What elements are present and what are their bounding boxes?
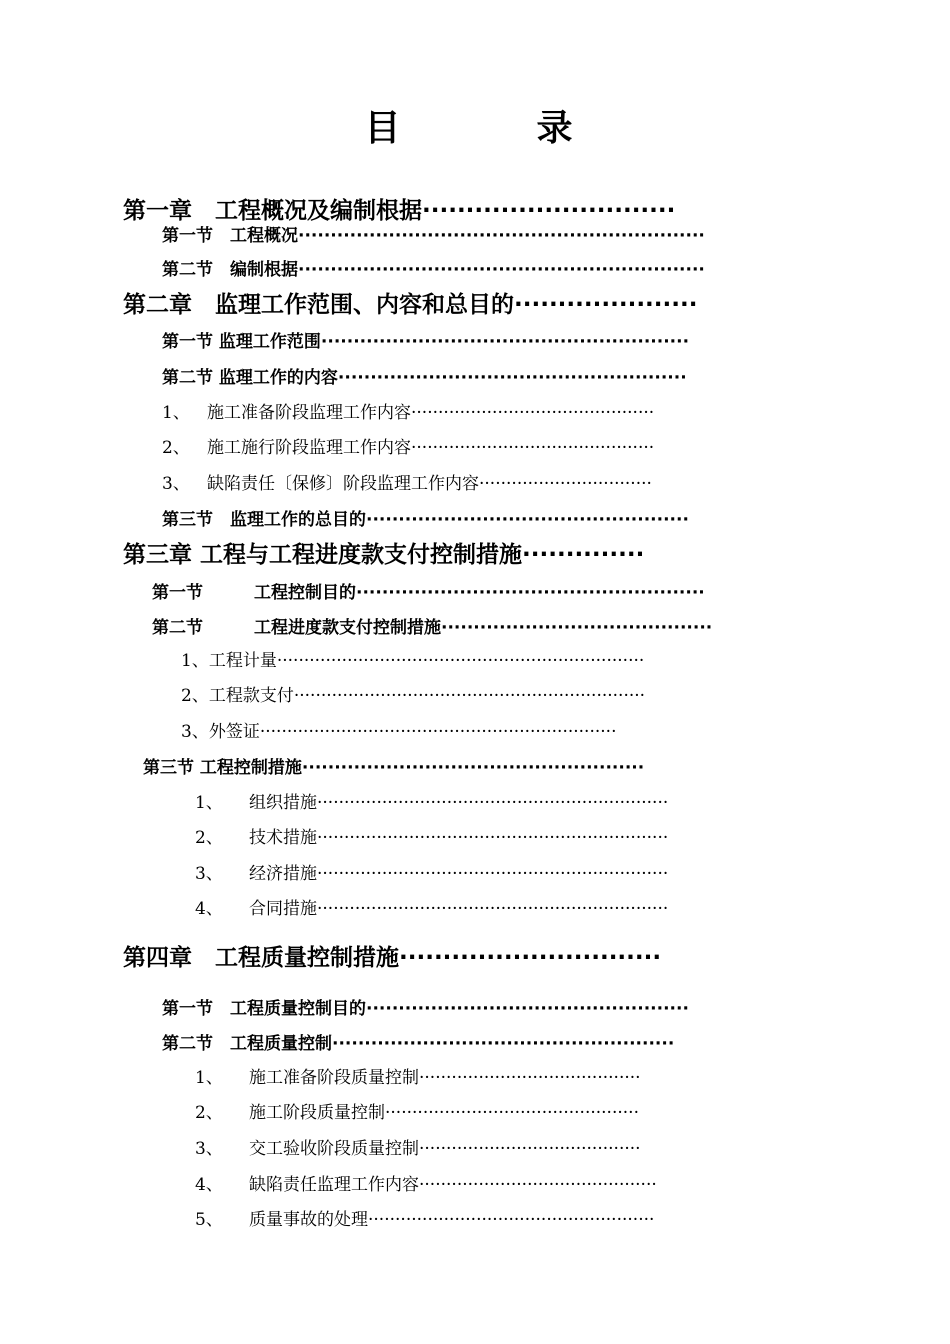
toc-item-number: 1、: [195, 793, 223, 813]
toc-leader: ··············: [522, 542, 645, 568]
toc-item[interactable]: [195, 1105, 639, 1122]
toc-label: 第一节 监理工作范围: [162, 332, 321, 352]
toc-chapter-3[interactable]: [123, 544, 644, 567]
toc-label: 第三节 监理工作的总目的: [162, 510, 366, 530]
toc-label: 施工阶段质量控制: [249, 1103, 385, 1123]
toc-label: 第二章 监理工作范围、内容和总目的: [123, 292, 514, 318]
toc-item-number: 1、: [162, 403, 190, 423]
toc-item-number: 1、: [195, 1068, 223, 1088]
toc-leader: ·····················································: [301, 758, 645, 778]
toc-item-number: 5、: [195, 1210, 223, 1230]
toc-item-number: 3、: [195, 864, 223, 884]
toc-leader: ······················································: [356, 583, 705, 603]
toc-label: 1、工程计量: [181, 651, 277, 671]
toc-label: 第一节 工程质量控制目的: [162, 999, 366, 1019]
toc-item[interactable]: [162, 405, 654, 422]
toc-title: 目 录: [364, 108, 623, 149]
toc-label: 第二节 编制根据: [162, 260, 298, 280]
toc-item[interactable]: [195, 830, 668, 847]
toc-leader: ··································································: [259, 722, 617, 742]
toc-leader: ·····························: [422, 198, 676, 224]
toc-item[interactable]: [195, 1141, 641, 1158]
toc-leader: ·····················································: [332, 1034, 675, 1054]
toc-leader: ·································································: [293, 686, 646, 706]
toc-item-number: 2、: [195, 1103, 223, 1123]
toc-label: 交工验收阶段质量控制: [249, 1139, 419, 1159]
toc-label: 缺陷责任〔保修〕阶段监理工作内容: [207, 474, 479, 494]
toc-leader: ·············································: [411, 438, 655, 458]
toc-item[interactable]: [181, 724, 616, 741]
toc-item-number: 3、: [162, 474, 190, 494]
toc-item[interactable]: [195, 1070, 641, 1087]
toc-label: 合同措施: [249, 899, 317, 919]
toc-section[interactable]: [162, 334, 689, 351]
toc-leader: ···············································: [385, 1103, 639, 1123]
toc-section[interactable]: [152, 585, 705, 602]
toc-leader: ·································································: [317, 899, 669, 919]
toc-section[interactable]: [152, 620, 712, 637]
toc-section[interactable]: [162, 262, 705, 279]
toc-leader: ·······························································: [298, 260, 705, 280]
toc-item-number: 2、: [195, 828, 223, 848]
toc-section[interactable]: [162, 370, 687, 387]
toc-label: 3、外签证: [181, 722, 260, 742]
toc-leader: ······················································: [337, 368, 687, 388]
toc-item[interactable]: [162, 476, 652, 493]
toc-section[interactable]: [162, 1001, 689, 1018]
toc-item-number: 3、: [195, 1139, 223, 1159]
toc-chapter-1[interactable]: [123, 200, 675, 223]
toc-leader: ·································································: [317, 828, 669, 848]
toc-item[interactable]: [195, 1177, 657, 1194]
toc-label: 施工准备阶段监理工作内容: [207, 403, 411, 423]
toc-leader: ··········································: [441, 618, 713, 638]
toc-label: 第三章 工程与工程进度款支付控制措施: [123, 542, 523, 568]
toc-item-number: 4、: [195, 1175, 223, 1195]
toc-label: 技术措施: [249, 828, 317, 848]
toc-leader: ·········································: [419, 1068, 641, 1088]
toc-label: 第四章 工程质量控制措施: [123, 945, 399, 971]
toc-item[interactable]: [195, 1212, 654, 1229]
toc-section[interactable]: [162, 228, 705, 245]
toc-label: 第三节 工程控制措施: [143, 758, 302, 778]
toc-leader: ··················································: [366, 510, 689, 530]
toc-label: 施工准备阶段质量控制: [249, 1068, 419, 1088]
toc-label: 经济措施: [249, 864, 317, 884]
toc-label: 缺陷责任监理工作内容: [249, 1175, 419, 1195]
toc-item[interactable]: [181, 653, 644, 670]
toc-leader: ··················································: [366, 999, 689, 1019]
toc-label: 质量事故的处理: [249, 1210, 368, 1230]
toc-item[interactable]: [195, 866, 668, 883]
toc-label: 施工施行阶段监理工作内容: [207, 438, 411, 458]
toc-section[interactable]: [162, 1036, 674, 1053]
toc-leader: ·······························································: [298, 226, 705, 246]
toc-leader: ·························································: [320, 332, 690, 352]
toc-label: 第一章 工程概况及编制根据: [123, 198, 422, 224]
toc-section[interactable]: [162, 512, 689, 529]
toc-item[interactable]: [181, 688, 645, 705]
toc-leader: ································: [479, 474, 652, 494]
toc-leader: ·································································: [317, 793, 669, 813]
toc-leader: ·········································: [419, 1139, 641, 1159]
toc-label: 2、工程款支付: [181, 686, 294, 706]
toc-label: 第二节 工程进度款支付控制措施: [152, 618, 441, 638]
toc-item-number: 2、: [162, 438, 190, 458]
toc-item-number: 4、: [195, 899, 223, 919]
toc-label: 组织措施: [249, 793, 317, 813]
toc-leader: ·····················: [514, 292, 698, 318]
toc-chapter-2[interactable]: [123, 294, 697, 317]
toc-leader: ·············································: [411, 403, 655, 423]
toc-leader: ····································································: [276, 651, 645, 671]
toc-item[interactable]: [195, 795, 668, 812]
toc-chapter-4[interactable]: [123, 947, 661, 970]
toc-label: 第一节 工程概况: [162, 226, 298, 246]
toc-leader: ·································································: [317, 864, 669, 884]
toc-section[interactable]: [143, 760, 644, 777]
toc-leader: ············································: [419, 1175, 657, 1195]
toc-leader: ·····················································: [368, 1210, 655, 1230]
toc-item[interactable]: [162, 440, 654, 457]
toc-label: 第一节 工程控制目的: [152, 583, 356, 603]
toc-label: 第二节 监理工作的内容: [162, 368, 338, 388]
toc-leader: ······························: [399, 945, 662, 971]
toc-item[interactable]: [195, 901, 668, 918]
toc-label: 第二节 工程质量控制: [162, 1034, 332, 1054]
